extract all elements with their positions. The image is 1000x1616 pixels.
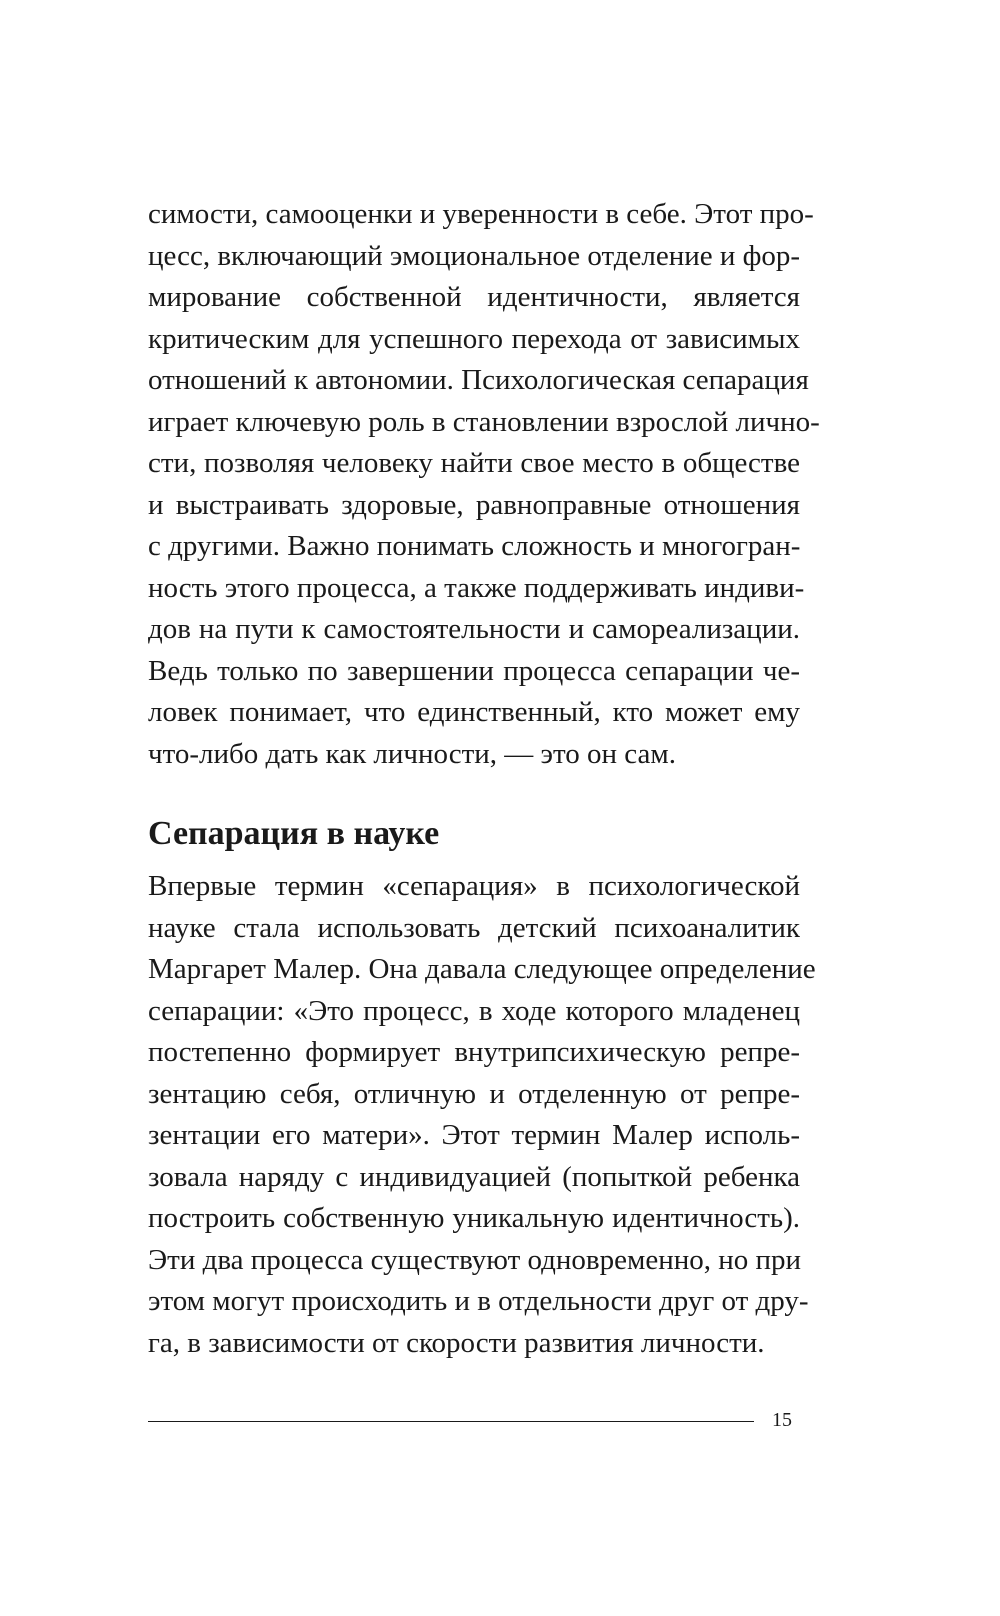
text-line: науке стала использовать детский психоаналитик: [148, 911, 800, 944]
text-line: этом могут происходить и в отдельности друг от дру-: [148, 1285, 809, 1317]
text-line: симости, самооценки и уверенности в себе. Этот про-: [148, 198, 814, 230]
text-line: цесс, включающий эмоциональное отделение и фор-: [148, 239, 801, 272]
text-line: сепарации: «Это процесс, в ходе которого младенец: [148, 994, 800, 1027]
section-heading: Сепарация в науке: [148, 815, 440, 852]
text-line: зентации его матери». Этот термин Малер исполь-: [148, 1119, 800, 1151]
paragraph-2: [148, 866, 816, 1364]
footer-divider: [148, 1421, 754, 1422]
text-line: с другими. Важно понимать сложность и многогран-: [148, 530, 801, 562]
text-line: играет ключевую роль в становлении взрослой лично-: [148, 405, 820, 438]
text-line: построить собственную уникальную идентичность).: [148, 1202, 800, 1234]
text-line: постепенно формирует внутрипсихическую репре-: [148, 1036, 800, 1068]
text-line: дов на пути к самостоятельности и самореализации.: [148, 613, 800, 645]
paragraph-1: [148, 194, 820, 775]
text-line: и выстраивать здоровые, равноправные отношения: [148, 488, 800, 521]
text-line: зовала наряду с индивидуацией (попыткой ребенка: [148, 1160, 800, 1193]
text-line: Маргарет Малер. Она давала следующее определение: [148, 953, 816, 985]
page-number: 15: [772, 1409, 792, 1431]
text-line: мирование собственной идентичности, является: [148, 281, 800, 313]
text-line: Эти два процесса существуют одновременно, но при: [148, 1243, 802, 1276]
text-line: что-либо дать как личности, — это он сам.: [148, 737, 677, 770]
text-line: ность этого процесса, а также поддерживать индиви-: [148, 571, 805, 604]
text-line: ловек понимает, что единственный, кто может ему: [148, 696, 800, 728]
text-line: зентацию себя, отличную и отделенную от репре-: [148, 1077, 800, 1110]
text-line: критическим для успешного перехода от зависимых: [148, 322, 800, 355]
text-line: отношений к автономии. Психологическая сепарация: [148, 364, 809, 396]
text-line: га, в зависимости от скорости развития личности.: [148, 1326, 765, 1359]
text-line: сти, позволяя человеку найти свое место в обществе: [148, 447, 800, 479]
text-line: Впервые термин «сепарация» в психологической: [148, 870, 800, 902]
text-line: Ведь только по завершении процесса сепарации че-: [148, 654, 800, 687]
